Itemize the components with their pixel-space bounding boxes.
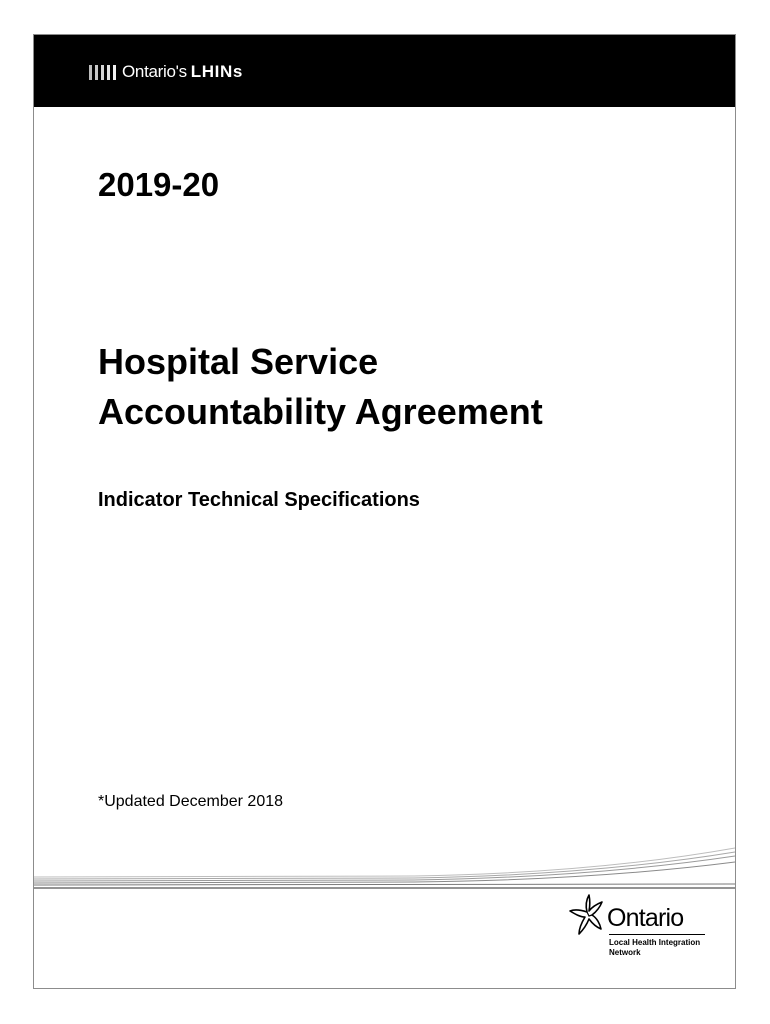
document-title [98,337,543,437]
lhins-logo [89,61,243,83]
lhin-caption-line-1: Local Health Integration [609,938,701,947]
logo-prefix: Ontario's [122,62,187,81]
logo-bold-text: LHINs [190,62,243,81]
ontario-wordmark: Ontario [607,904,684,932]
updated-note: *Updated December 2018 [98,793,284,810]
document-subtitle: Indicator Technical Specifications [98,489,420,511]
logo-divider [609,934,705,935]
lhin-caption [609,938,719,958]
header-banner [34,35,735,107]
title-line-1: Hospital Service [98,341,379,382]
trillium-icon [567,892,607,938]
bars-icon [89,64,116,80]
ontario-lhin-logo [567,892,717,968]
document-year: 2019-20 [98,166,220,203]
lhin-caption-line-2: Network [609,948,641,957]
title-line-2: Accountability Agreement [98,391,543,432]
cover-page [33,34,736,989]
decorative-swoosh [34,843,735,893]
